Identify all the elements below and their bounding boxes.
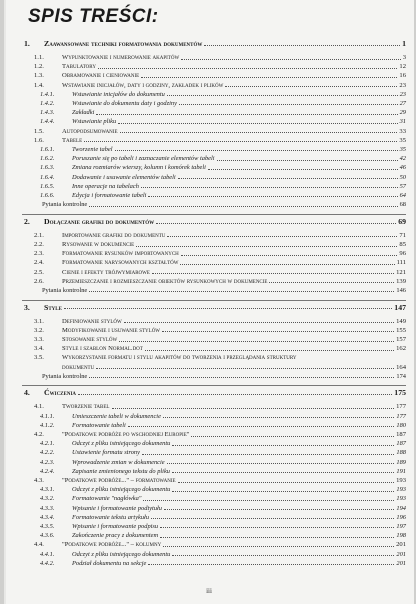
toc-entry-row[interactable] (34, 251, 406, 258)
toc-entry-title: Ćwiczenia (44, 388, 77, 398)
toc-entry-page: 147 (394, 302, 406, 312)
toc-entry-page: 42 (399, 155, 406, 163)
toc-entry-number: 1.6.6. (40, 192, 55, 199)
toc-entry-title: Przemieszczanie i rozmieszczanie obiektów rysunkowych w dokumencie (62, 277, 268, 285)
toc-entry-title: Zmiana rozmiarów wierszy, kolumn i komórek tabeli (72, 164, 206, 172)
toc-entry-title: Dodawanie i usuwanie elementów tabeli (72, 173, 176, 181)
toc-entry-number: 2.4. (34, 259, 44, 267)
dot-leader (225, 86, 397, 87)
toc-entry-title: Wpisanie i formatowanie podtytułu (72, 504, 162, 512)
toc-entry-page: 46 (399, 164, 406, 172)
toc-entry-page: 155 (396, 326, 406, 334)
toc-review-row[interactable] (40, 374, 406, 380)
toc-entry-title: Wprowadzenie zmian w dokumencie (72, 458, 165, 466)
page-number: iii (206, 587, 212, 595)
toc-entry-title: Formatowanie rysunków importowanych (62, 250, 179, 258)
dot-leader (142, 454, 394, 455)
toc-entry-row[interactable] (40, 515, 406, 521)
toc-entry-row[interactable] (34, 73, 406, 80)
toc-entry-title: "Podatkowe podróże po wschodniej Europie" (62, 431, 190, 438)
toc-entry-page: 85 (399, 241, 406, 248)
toc-entry-title: Odczyt z pliku istniejącego dokumentu (72, 550, 171, 558)
toc-chapter-row[interactable] (24, 389, 406, 397)
toc-entry-title: Tabulatory (62, 63, 96, 71)
toc-review-row[interactable] (40, 288, 406, 294)
toc-entry-number: 1.6.3. (40, 164, 55, 172)
toc-entry-row[interactable] (34, 64, 406, 71)
toc-entry-title: Inne operacje na tabelach (72, 182, 139, 190)
dot-leader (124, 322, 394, 323)
toc-entry-row[interactable] (40, 441, 406, 447)
toc-entry-number: 4.3.5. (40, 523, 55, 530)
toc-entry-title: "Podatkowe podróże..." – kolumny (62, 541, 162, 549)
document-page (4, 0, 414, 604)
toc-entry-title: Tworzenie tabel (62, 403, 110, 411)
dot-leader (118, 123, 397, 124)
toc-entry-number: 2. (24, 216, 30, 226)
toc-entry-page: 188 (396, 449, 406, 457)
toc-entry-row[interactable] (40, 414, 406, 420)
toc-entry-number: 1. (24, 39, 30, 48)
dot-leader (143, 500, 394, 501)
toc-entry-row[interactable] (40, 469, 406, 475)
dot-leader (191, 436, 394, 437)
toc-entry-page: 23 (399, 81, 406, 89)
toc-entry-title: Wstawianie pliku (72, 118, 117, 126)
dot-leader (172, 445, 394, 446)
toc-entry-page: 33 (399, 127, 406, 135)
toc-entry-row[interactable] (34, 432, 406, 439)
chapter-divider (22, 385, 406, 386)
toc-entry-page: 177 (396, 403, 406, 411)
dot-leader (148, 196, 397, 197)
toc-entry-number: 4.2. (34, 431, 44, 438)
dot-leader (181, 255, 398, 256)
toc-entry-page: 201 (396, 559, 406, 567)
toc-entry-number: 4.4.1. (40, 550, 55, 558)
toc-entry-number: 1.4.3. (40, 109, 55, 117)
toc-entry-row[interactable] (40, 487, 406, 493)
toc-entry-page: 196 (396, 513, 406, 521)
toc-entry-title: Style (44, 302, 62, 312)
toc-entry-page: 174 (396, 372, 406, 380)
toc-entry-title: Wstawianie do dokumentu daty i godziny (72, 100, 177, 107)
toc-entry-number: 4.4.2. (40, 559, 55, 567)
toc-entry-row[interactable] (34, 242, 406, 249)
toc-entry-title: Zakładki (72, 109, 95, 117)
dot-leader (204, 45, 400, 46)
toc-entry-number: 1.6.2. (40, 155, 55, 163)
dot-leader (181, 59, 401, 60)
dot-leader (89, 206, 397, 207)
toc-entry-number: 4.3.1. (40, 486, 55, 494)
toc-entry-row[interactable] (40, 533, 406, 539)
toc-entry-title: Zaawansowane techniki formatowania dokumentów (44, 39, 203, 48)
toc-entry-number: 1.6. (34, 136, 44, 144)
toc-entry-page: 12 (399, 63, 406, 71)
dot-leader (172, 491, 394, 492)
dot-leader (89, 377, 394, 378)
toc-chapter-row[interactable] (24, 40, 406, 48)
toc-entry-row[interactable] (40, 165, 406, 171)
toc-entry-row[interactable] (40, 450, 406, 456)
toc-entry-page: 1 (402, 39, 406, 48)
toc-entry-page: 197 (396, 523, 406, 530)
dot-leader (160, 537, 394, 538)
toc-entry-title: Pytania kontrolne (42, 287, 88, 294)
toc-entry-page: 50 (399, 173, 406, 181)
toc-entry-row[interactable] (34, 478, 406, 485)
toc-entry-number: 4.2.4. (40, 467, 55, 475)
toc-entry-row[interactable] (34, 404, 406, 411)
toc-entry-row[interactable] (40, 496, 406, 502)
toc-entry-title: Odczyt z pliku istniejącego dokumentu (72, 486, 171, 494)
toc-entry-row[interactable] (40, 184, 406, 190)
toc-entry-page: 193 (396, 477, 406, 484)
toc-entry-page: 194 (396, 504, 406, 512)
toc-entry-row[interactable] (34, 138, 406, 145)
toc-entry-row[interactable] (40, 524, 406, 530)
dot-leader (89, 291, 394, 292)
toc-entry-page: 71 (399, 231, 406, 239)
toc-entry-page: 187 (396, 440, 406, 448)
toc-entry-title: Definiowanie stylów (62, 317, 122, 325)
toc-entry-number: 3.1. (34, 317, 44, 325)
toc-entry-number: 1.6.4. (40, 173, 55, 181)
dot-leader (84, 141, 397, 142)
toc-entry-title: "Podatkowe podróże..." – formatowanie (62, 477, 176, 484)
toc-entry-page: 191 (396, 467, 406, 475)
toc-entry-row[interactable] (34, 55, 406, 62)
toc-review-row[interactable] (40, 202, 406, 208)
toc-entry-number: 4.2.3. (40, 458, 55, 466)
dot-leader (128, 426, 395, 427)
toc-chapter-row[interactable] (24, 304, 406, 312)
toc-entry-row[interactable] (40, 119, 406, 125)
dot-leader (172, 555, 394, 556)
toc-entry-number: 1.1. (34, 54, 44, 61)
toc-entry-row[interactable] (34, 337, 406, 344)
toc-entry-row[interactable] (40, 552, 406, 558)
toc-entry-page: 193 (396, 486, 406, 494)
toc-entry-title: Dołączanie grafiki do dokumentów (44, 216, 155, 226)
dot-leader (98, 68, 397, 69)
toc-entry-number: 1.6.1. (40, 146, 55, 153)
dot-leader (145, 350, 394, 351)
toc-entry-number: 2.2. (34, 241, 44, 248)
dot-leader (172, 472, 394, 473)
toc-entry-title: Pytania kontrolne (42, 372, 88, 380)
dot-leader (164, 509, 394, 510)
toc-entry-page: 16 (399, 72, 406, 80)
toc-entry-number: 1.4.1. (40, 90, 55, 98)
toc-entry-number: 1.3. (34, 72, 44, 80)
toc-entry-number: 2.6. (34, 277, 44, 285)
toc-entry-title: Odczyt z pliku istniejącego dokumentu (72, 440, 171, 448)
toc-entry-page: 31 (399, 118, 406, 126)
toc-entry-number: 4.2.2. (40, 449, 55, 457)
toc-entry-row[interactable] (34, 83, 406, 90)
toc-entry-row[interactable] (40, 460, 406, 466)
dot-leader (217, 160, 398, 161)
dot-leader (120, 132, 398, 133)
toc-entry-page: 121 (396, 268, 406, 276)
dot-leader (141, 187, 398, 188)
toc-entry-number: 2.5. (34, 268, 44, 276)
toc-entry-number: 1.4. (34, 81, 44, 89)
toc-entry-page: 35 (399, 146, 406, 153)
chapter-divider (22, 214, 406, 215)
toc-entry-page: 175 (394, 388, 406, 398)
dot-leader (152, 273, 394, 274)
toc-entry-title: Formatowanie tabeli (72, 421, 126, 429)
toc-entry-title-continued: dokumentu (62, 363, 95, 371)
toc-entry-title: Style i szablon Normal.dot (62, 345, 143, 353)
toc-entry-page: 201 (396, 550, 406, 558)
dot-leader (179, 104, 398, 105)
toc-entry-page: 157 (396, 336, 406, 343)
toc-entry-page: 180 (396, 421, 406, 429)
toc-entry-title: Podział dokumentu na sekcje (72, 559, 147, 567)
toc-entry-title: Obramowanie i cieniowanie (62, 72, 140, 80)
dot-leader (163, 417, 394, 418)
dot-leader (180, 264, 394, 265)
toc-entry-number: 3.3. (34, 336, 44, 343)
toc-entry-title: Formatowanie narysowanych kształtów (62, 259, 179, 267)
toc-entry-title: Zapisanie zmienionego tekstu do pliku (72, 467, 170, 475)
toc-entry-title: Stosowanie stylów (62, 336, 118, 343)
toc-entry-row[interactable] (34, 129, 406, 136)
toc-entry-page: 27 (399, 100, 406, 107)
toc-entry-title: Wykorzystanie formatu i stylu akapitów do tworzenia i przeglądania struktury (62, 354, 297, 362)
toc-chapter-row[interactable] (24, 218, 406, 226)
toc-entry-number: 3.5. (34, 354, 44, 362)
toc-entry-number: 2.3. (34, 250, 44, 258)
toc-entry-page: 149 (396, 317, 406, 325)
toc-entry-title: Wstawianie inicjałów do dokumentu (72, 90, 165, 98)
dot-leader (160, 527, 394, 528)
toc-entry-row[interactable] (40, 101, 406, 107)
toc-entry-row[interactable] (34, 346, 406, 353)
toc-entry-page: 69 (398, 216, 406, 226)
toc-entry-page: 64 (399, 192, 406, 199)
toc-entry-number: 1.4.2. (40, 100, 55, 107)
dot-leader (151, 518, 394, 519)
toc-entry-page: 187 (396, 431, 406, 438)
toc-entry-row[interactable] (34, 260, 406, 267)
toc-entry-number: 4.1.2. (40, 421, 55, 429)
toc-entry-number: 3. (24, 302, 30, 312)
toc-entry-row[interactable] (34, 328, 406, 335)
toc-entry-title: Wstawianie inicjałów, daty i godziny, zakładek i plików (62, 81, 224, 89)
toc-entry-title: Umieszczenie tabeli w dokumencie (72, 412, 161, 420)
toc-entry-number: 4.1.1. (40, 412, 55, 420)
dot-leader (148, 564, 394, 565)
toc-entry-title: Formatowanie "nagłówka" (72, 495, 142, 503)
toc-entry-continuation[interactable] (62, 365, 406, 372)
toc-entry-row[interactable] (34, 279, 406, 286)
toc-entry-number: 1.2. (34, 63, 44, 71)
toc-entry-page: 29 (399, 109, 406, 117)
toc-entry-title: Cienie i efekty trójwymiarowe (62, 268, 150, 276)
page-title: SPIS TREŚCI: (28, 6, 159, 27)
toc-entry-page: 201 (396, 541, 406, 549)
toc-entry-title: Autopodsumowanie (62, 127, 118, 135)
dot-leader (167, 463, 395, 464)
dot-leader (162, 331, 394, 332)
toc-entry-row[interactable] (34, 355, 406, 362)
toc-entry-row[interactable] (40, 147, 406, 153)
toc-entry-row[interactable] (40, 110, 406, 116)
dot-leader (141, 77, 397, 78)
toc-entry-number: 3.2. (34, 326, 44, 334)
dot-leader (163, 546, 394, 547)
toc-entry-title: Rysowanie w dokumencie (62, 241, 135, 248)
dot-leader (167, 236, 397, 237)
dot-leader (115, 150, 398, 151)
toc-entry-row[interactable] (34, 542, 406, 549)
toc-entry-number: 4.3.6. (40, 532, 55, 540)
toc-entry-number: 1.4.4. (40, 118, 55, 126)
toc-entry-page: 35 (399, 136, 406, 144)
dot-leader (96, 368, 394, 369)
toc-entry-page: 57 (399, 182, 406, 190)
toc-entry-title: Tabele (62, 136, 83, 144)
toc-entry-title: Pytania kontrolne (42, 201, 88, 209)
toc-entry-number: 4. (24, 388, 30, 398)
dot-leader (208, 169, 398, 170)
toc-entry-page: 164 (396, 363, 406, 371)
dot-leader (119, 341, 394, 342)
toc-entry-title: Edycja i formatowanie tabeli (72, 192, 147, 199)
toc-entry-page: 111 (396, 259, 406, 267)
toc-entry-title: Wypunktowanie i numerowanie akapitów (62, 54, 180, 61)
toc-entry-page: 23 (399, 90, 406, 98)
toc-entry-row[interactable] (40, 561, 406, 567)
toc-entry-number: 4.1. (34, 403, 44, 411)
toc-entry-row[interactable] (40, 175, 406, 181)
toc-entry-page: 198 (396, 532, 406, 540)
toc-entry-number: 3.4. (34, 345, 44, 353)
toc-entry-title: Modyfikowanie i usuwanie stylów (62, 326, 161, 334)
toc-entry-number: 4.4. (34, 541, 44, 549)
toc-entry-row[interactable] (34, 270, 406, 277)
toc-entry-row[interactable] (40, 506, 406, 512)
toc-entry-row[interactable] (40, 156, 406, 162)
toc-entry-title: Poruszanie się po tabeli i zaznaczanie elementów tabeli (72, 155, 215, 163)
toc-entry-number: 4.3.2. (40, 495, 55, 503)
toc-entry-page: 68 (399, 201, 406, 209)
toc-entry-page: 96 (399, 250, 406, 258)
dot-leader (96, 114, 397, 115)
chapter-divider (22, 300, 406, 301)
toc-entry-number: 4.3.4. (40, 513, 55, 521)
dot-leader (167, 95, 398, 96)
toc-entry-title: Wpisanie i formatowanie podpisu (72, 523, 159, 530)
toc-entry-title: Formatowanie tekstu artykułu (72, 513, 150, 521)
toc-entry-page: 146 (396, 287, 406, 294)
toc-entry-page: 139 (396, 277, 406, 285)
toc-entry-number: 4.3.3. (40, 504, 55, 512)
toc-entry-page: 193 (396, 495, 406, 503)
dot-leader (269, 282, 394, 283)
toc-entry-page: 177 (396, 412, 406, 420)
toc-entry-number: 4.3. (34, 477, 44, 484)
toc-entry-row[interactable] (40, 92, 406, 98)
toc-entry-page: 162 (396, 345, 406, 353)
toc-entry-title: Zakończenie pracy z dokumentem (72, 532, 159, 540)
toc-entry-number: 4.2.1. (40, 440, 55, 448)
toc-entry-title: Importowanie grafiki do dokumentu (62, 231, 166, 239)
toc-entry-row[interactable] (40, 423, 406, 429)
toc-entry-number: 2.1. (34, 231, 44, 239)
dot-leader (178, 178, 398, 179)
toc-entry-page: 189 (396, 458, 406, 466)
dot-leader (178, 482, 395, 483)
dot-leader (136, 246, 397, 247)
dot-leader (156, 223, 396, 224)
toc-entry-number: 1.6.5. (40, 182, 55, 190)
toc-entry-row[interactable] (34, 319, 406, 326)
toc-entry-title: Ustawienie formatu strony (72, 449, 140, 457)
toc-entry-page: 3 (402, 54, 406, 61)
dot-leader (78, 394, 392, 395)
toc-entry-title: Tworzenie tabel (72, 146, 113, 153)
dot-leader (112, 408, 395, 409)
toc-entry-row[interactable] (34, 233, 406, 240)
dot-leader (64, 308, 392, 309)
toc-entry-row[interactable] (40, 193, 406, 199)
toc-entry-number: 1.5. (34, 127, 44, 135)
